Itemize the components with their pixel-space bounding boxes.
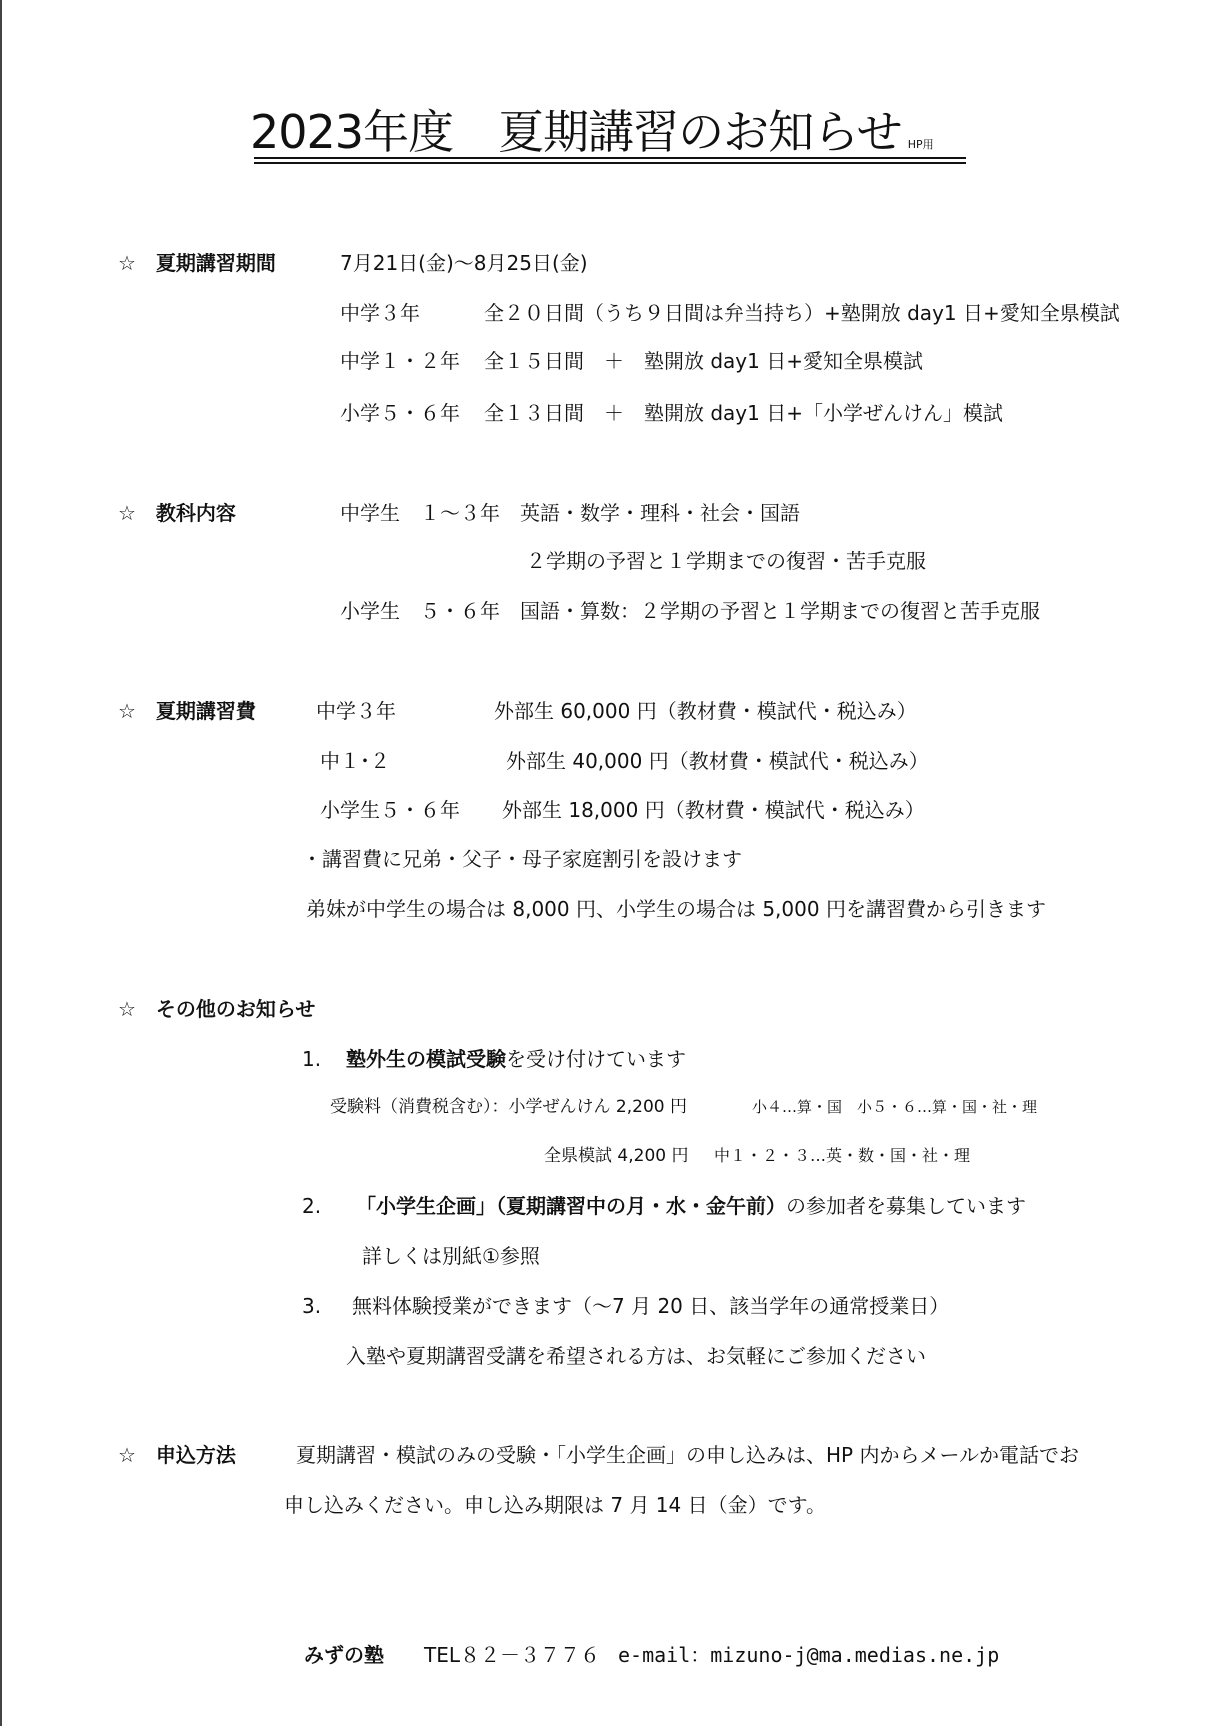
footer-school-name: みずの塾 [304, 1643, 384, 1667]
period-detail-es56: 全１３日間 ＋ 塾開放 day1 日+「小学ぜんけん」模試 [484, 401, 1003, 425]
notices-heading: ☆ その他のお知らせ [118, 997, 316, 1021]
title-double-underline [254, 157, 966, 164]
title-suffix: HP用 [907, 138, 934, 151]
period-grade-es56: 小学５・６年 [340, 401, 460, 425]
application-line1: 夏期講習・模試のみの受験・「小学生企画」の申し込みは、HP 内からメールか電話でお [296, 1443, 1080, 1467]
subjects-es: 小学生 ５・６年 国語・算数：２学期の予習と１学期までの復習と苦手克服 [340, 599, 1040, 623]
notice2-bold: 「小学生企画」（夏期講習中の月・水・金午前） [356, 1194, 786, 1218]
page-left-edge [0, 0, 2, 1726]
notice1-fee-b-note: 中１・２・３…英・数・国・社・理 [714, 1146, 971, 1165]
fees-amount-es56: 外部生 18,000 円（教材費・模試代・税込み） [502, 798, 925, 822]
application-line2: 申し込みください。申し込み期限は 7 月 14 日（金）です。 [284, 1493, 827, 1517]
period-grade-jhs12: 中学１・２年 [340, 349, 460, 373]
fees-grade-jhs3: 中学３年 [316, 699, 396, 723]
notice2-detail: 詳しくは別紙①参照 [362, 1244, 540, 1268]
notice3-text: 無料体験授業ができます（～7 月 20 日、該当学年の通常授業日） [352, 1294, 950, 1318]
notice1-rest: を受け付けています [506, 1047, 686, 1071]
notice2-number: 2. [302, 1194, 322, 1218]
notice1-fee-a: 受験料（消費税含む）：小学ぜんけん 2,200 円 [330, 1097, 687, 1117]
notice2-text [356, 1193, 1026, 1219]
period-grade-jhs3: 中学３年 [340, 301, 420, 325]
period-dates: 7月21日(金)～8月25日(金) [340, 251, 588, 275]
fees-discount-detail: 弟妹が中学生の場合は 8,000 円、小学生の場合は 5,000 円を講習費から引きます [306, 897, 1046, 921]
notice3-number: 3. [302, 1294, 322, 1318]
application-heading: ☆ 申込方法 [118, 1443, 236, 1467]
period-detail-jhs12: 全１５日間 ＋ 塾開放 day1 日+愛知全県模試 [484, 349, 923, 373]
fees-heading: ☆ 夏期講習費 [118, 699, 256, 723]
fees-amount-jhs12: 外部生 40,000 円（教材費・模試代・税込み） [506, 749, 929, 773]
subjects-jhs: 中学生 １～３年 英語・数学・理科・社会・国語 [340, 501, 800, 525]
period-heading: ☆ 夏期講習期間 [118, 251, 276, 275]
notice1-fee-b: 全県模試 4,200 円 [544, 1146, 689, 1166]
notice1-text [346, 1046, 686, 1072]
fees-amount-jhs3: 外部生 60,000 円（教材費・模試代・税込み） [494, 699, 917, 723]
subjects-jhs-note: ２学期の予習と１学期までの復習・苦手克服 [526, 549, 926, 573]
fees-grade-jhs12: 中１･２ [320, 749, 390, 773]
notice2-rest: の参加者を募集しています [786, 1194, 1026, 1218]
subjects-heading: ☆ 教科内容 [118, 501, 236, 525]
notice3-detail: 入塾や夏期講習受講を希望される方は、お気軽にご参加ください [346, 1344, 926, 1368]
fees-discount: ・講習費に兄弟・父子・母子家庭割引を設けます [302, 847, 742, 871]
notice1-fee-a-note: 小４…算・国 小５・６…算・国・社・理 [752, 1098, 1038, 1116]
fees-grade-es56: 小学生５・６年 [320, 798, 460, 822]
footer-email[interactable]: e-mail：mizuno-j@ma.medias.ne.jp [618, 1643, 1000, 1667]
notice1-bold: 塾外生の模試受験 [346, 1047, 506, 1071]
period-detail-jhs3: 全２０日間（うち９日間は弁当持ち）+塾開放 day1 日+愛知全県模試 [484, 301, 1120, 325]
footer-tel: TEL８２－３７７６ [424, 1643, 600, 1667]
title-main: 2023年度 夏期講習のお知らせ [250, 105, 902, 159]
notice1-number: 1. [302, 1047, 322, 1071]
